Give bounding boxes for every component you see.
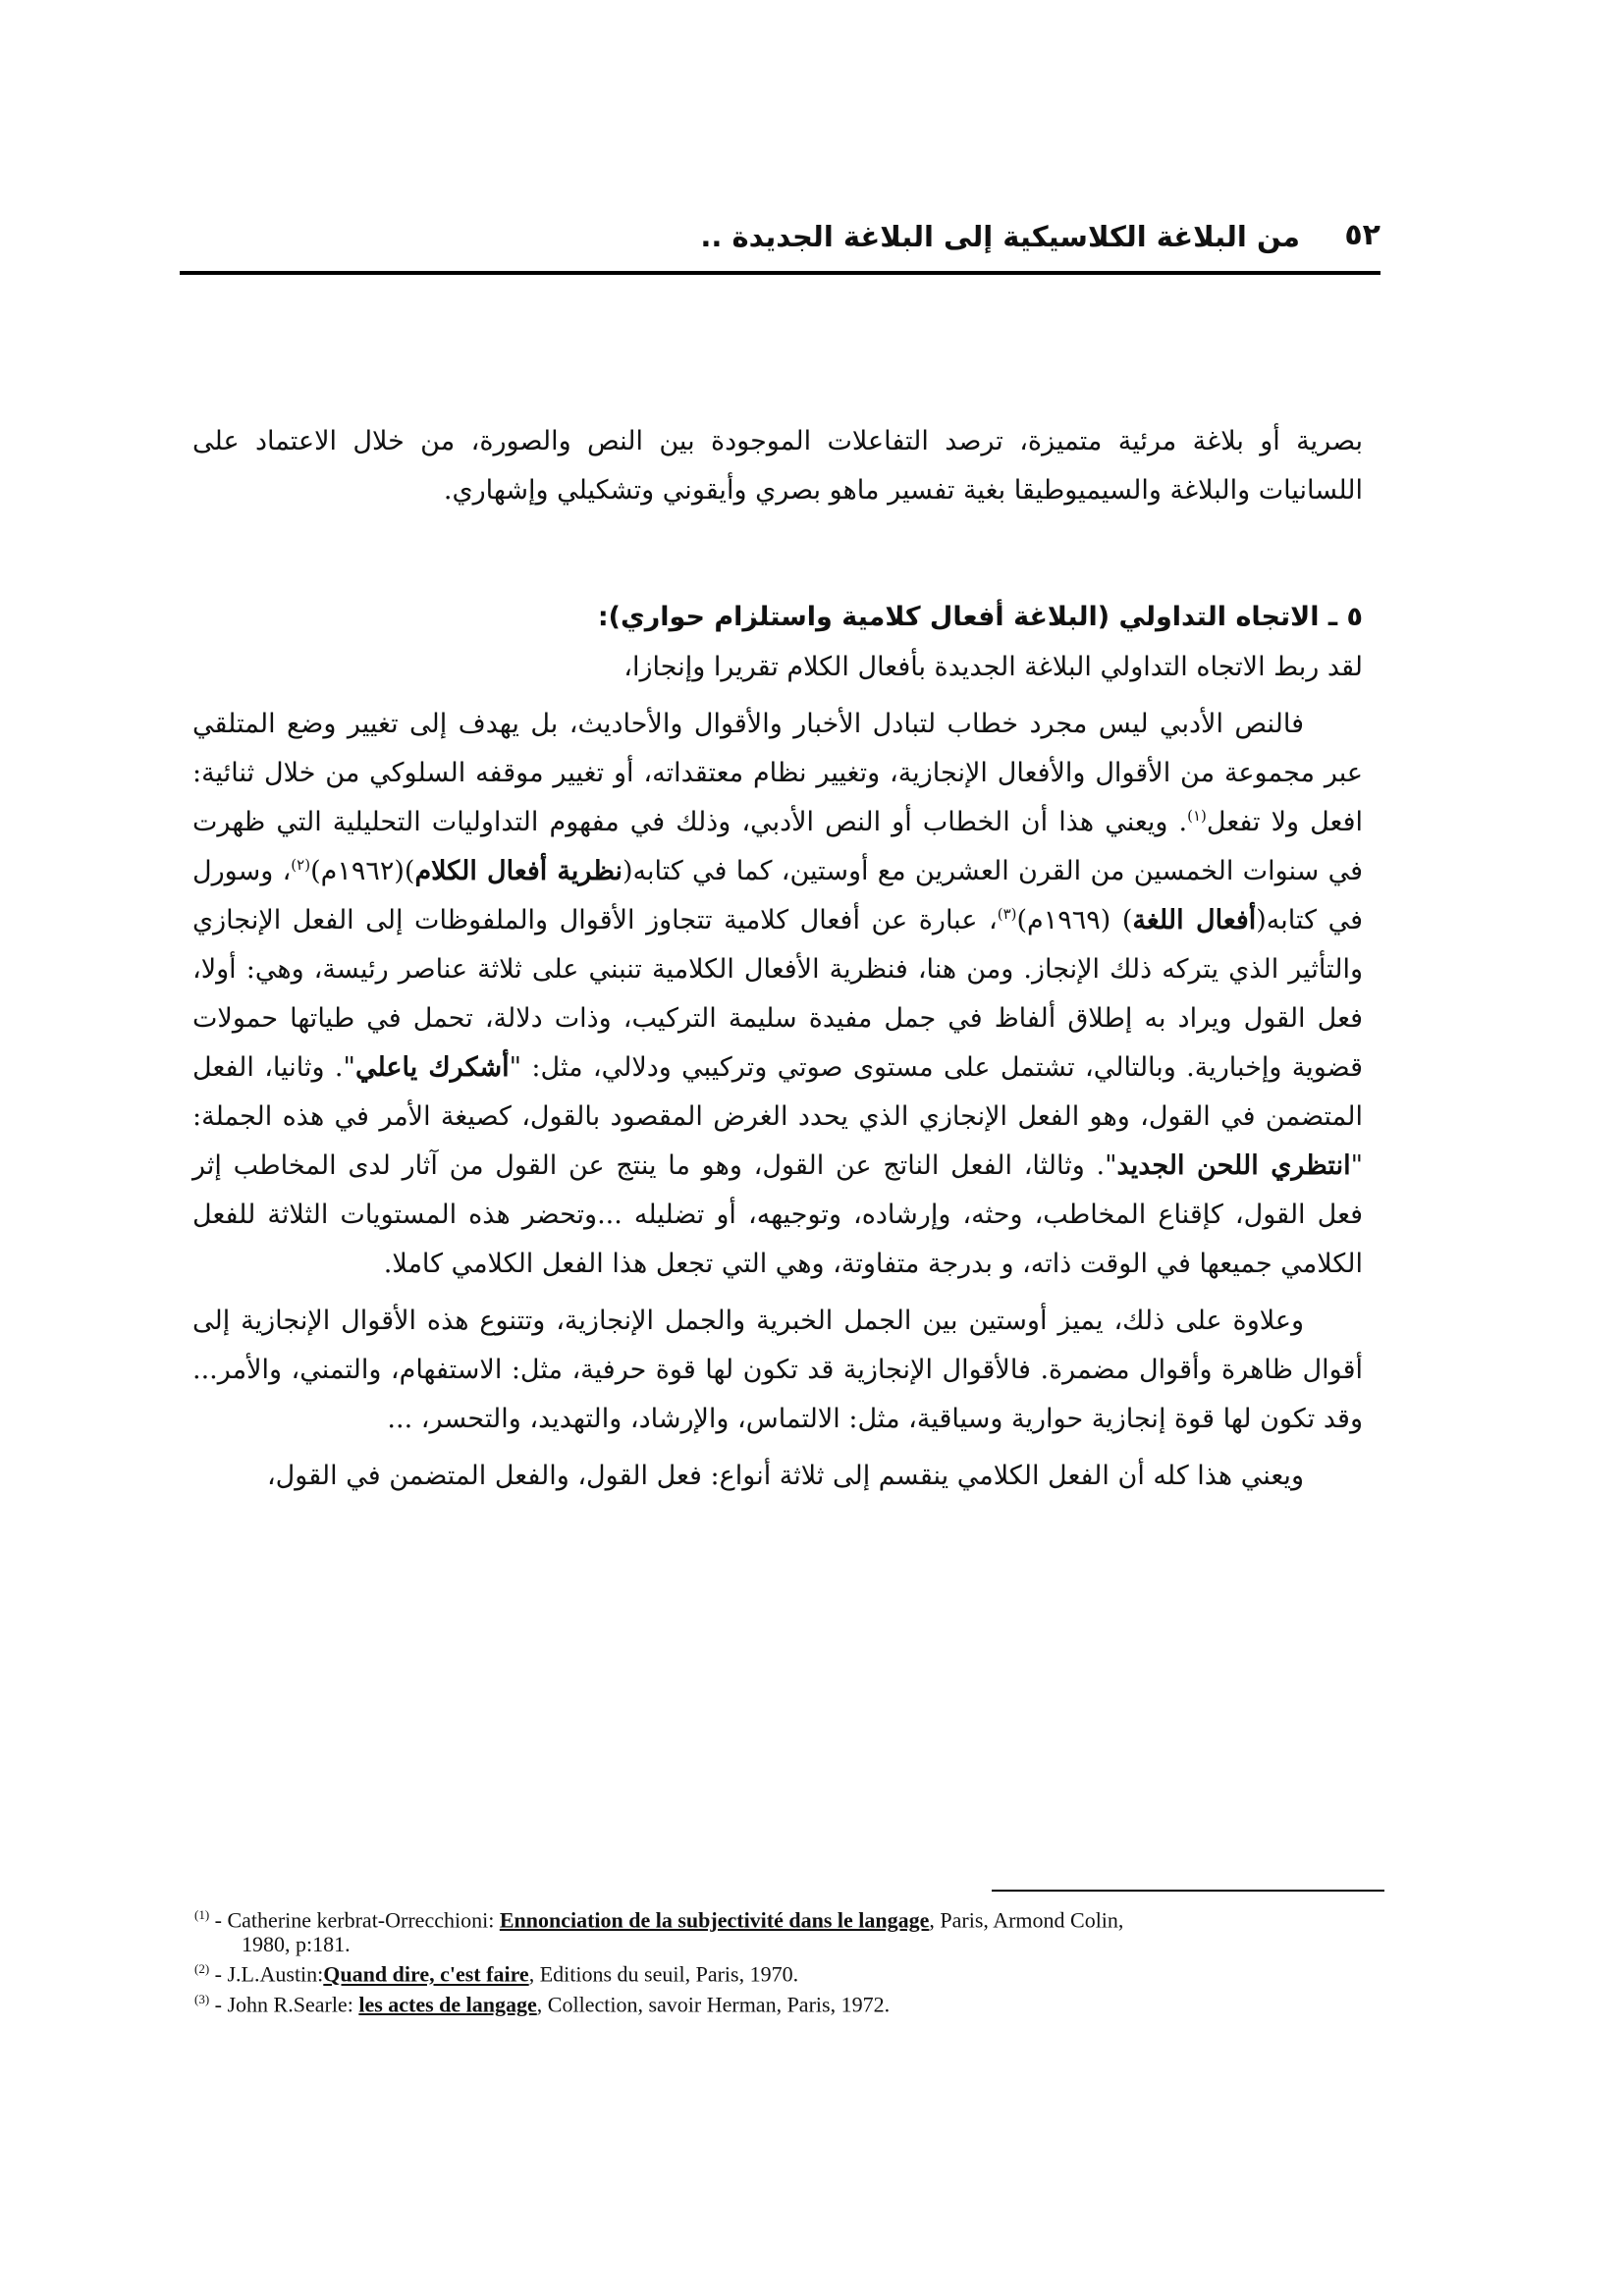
header-rule xyxy=(180,271,1380,275)
footnote-3 xyxy=(194,1987,1373,2016)
text-run: ، وسورل في كتابه( xyxy=(192,856,1363,935)
section-gap xyxy=(192,515,1363,592)
paragraph-1: لقد ربط الاتجاه التداولي البلاغة الجديدة بأفعال الكلام تقريرا وإنجازا، xyxy=(623,652,1363,682)
footnote-work-title: Quand dire, c'est faire xyxy=(323,1961,529,1987)
footnote-author: - Catherine kerbrat-Orrecchioni: xyxy=(209,1907,500,1933)
paragraph-4: ويعني هذا كله أن الفعل الكلامي ينقسم إلى ثلاثة أنواع: فعل القول، والفعل المتضمن في القول، xyxy=(266,1461,1304,1491)
footnote-author: - John R.Searle: xyxy=(209,1991,359,2016)
example-new-melody: انتظري اللحن الجديد xyxy=(1116,1150,1351,1181)
footnote-marker: (3) xyxy=(194,1991,210,2006)
text-run: . ويعني هذا أن الخطاب أو النص الأدبي، وذلك في مفهوم التداوليات التحليلية التي ظهرت في سنوات الخمسين من القرن العشرين مع أوستين، كما في كتابه( xyxy=(192,807,1364,886)
footnote-rule xyxy=(992,1890,1384,1892)
book-title-language-acts: أفعال اللغة xyxy=(1132,905,1257,935)
footnote-2 xyxy=(194,1956,1373,1986)
paragraph-gap xyxy=(192,692,1363,700)
paragraph-3: وعلاوة على ذلك، يميز أوستين بين الجمل الخبرية والجمل الإنجازية، وتتنوع هذه الأقوال الإنجازية إلى أقوال ظاهرة وأقوال مضمرة. فالأقوال الإنجازية قد تكون لها قوة حرفية، مثل: الاستفهام، والتمني، والأمر... وقد تكون لها قوة إنجازية حوارية وسياقية، مثل: الالتماس، والإرشاد، والتهديد، والتحسر، ... xyxy=(192,1306,1363,1434)
paragraph-gap xyxy=(192,1289,1363,1297)
footnote-publisher: , Editions du seuil, Paris, 1970. xyxy=(528,1961,799,1987)
footnote-ref-1: (١) xyxy=(1187,807,1207,825)
footnote-work-title: les actes de langage xyxy=(358,1991,537,2016)
running-title: من البلاغة الكلاسيكية إلى البلاغة الجديدة .. xyxy=(700,220,1300,253)
running-header xyxy=(180,218,1380,269)
footnote-work-title: Ennonciation de la subjectivité dans le langage xyxy=(499,1907,930,1933)
footnote-ref-2: (٢) xyxy=(291,856,311,874)
footnote-author: - J.L.Austin: xyxy=(209,1961,324,1987)
book-title-speech-acts: نظرية أفعال الكلام xyxy=(414,856,623,886)
section-heading: ٥ ـ الاتجاه التداولي (البلاغة أفعال كلامية واستلزام حواري): xyxy=(597,602,1363,632)
text-run: ". وثانيا، الفعل المتضمن في القول، وهو الفعل الإنجازي الذي يحدد الغرض المقصود بالقول، كصيغة الأمر في هذه الجملة: " xyxy=(192,1052,1364,1181)
footnotes xyxy=(194,1902,1373,2016)
footnote-1 xyxy=(194,1902,1373,1956)
paragraph-gap xyxy=(192,1444,1363,1452)
body-text xyxy=(192,417,1363,1501)
page-number: ٥٢ xyxy=(1344,218,1380,252)
paragraph-2 xyxy=(192,700,1363,1289)
footnote-ref-3: (٣) xyxy=(997,905,1017,923)
footnote-marker: (2) xyxy=(194,1961,210,1977)
footnote-publisher: , Paris, Armond Colin, xyxy=(929,1907,1124,1933)
text-run: ) (١٩٦٩م) xyxy=(1016,905,1133,935)
intro-paragraph: بصرية أو بلاغة مرئية متميزة، ترصد التفاعلات الموجودة بين النص والصورة، من خلال الاعتماد على اللسانيات والبلاغة والسيميوطيقا بغية تفسير ماهو بصري وأيقوني وتشكيلي وإشهاري. xyxy=(192,426,1363,506)
footnote-continuation: 1980, p:181. xyxy=(242,1932,351,1957)
footnote-publisher: , Collection, savoir Herman, Paris, 1972. xyxy=(536,1991,891,2016)
text-run: )(١٩٦٢م) xyxy=(310,856,415,886)
text-run: ". وثالثا، الفعل الناتج عن القول، وهو ما ينتج عن القول من آثار لدى المخاطب إثر فعل القول، كإقناع المخاطب، وحثه، وإرشاده، وتوجيهه، أو تضليله ...وتحضر هذه المستويات الثلاثة للفعل الكلامي جميعها في الوقت ذاته، و بدرجة متفاوتة، وهي التي تجعل هذا الفعل الكلامي كاملا. xyxy=(192,1150,1363,1279)
footnote-marker: (1) xyxy=(194,1907,210,1922)
example-thank-you: أشكرك ياعلي xyxy=(354,1052,510,1083)
text-run: ، عبارة عن أفعال كلامية تتجاوز الأقوال والملفوظات إلى الفعل الإنجازي والتأثير الذي يتركه ذلك الإنجاز. ومن هنا، فنظرية الأفعال الكلامية تنبني على ثلاثة عناصر رئيسة، وهي: أولا، فعل القول ويراد به إطلاق ألفاظ في جمل مفيدة سليمة التركيب، وذات دلالة، تحمل في طياتها حمولات قضوية وإخبارية. وبالتالي، تشتمل على مستوى صوتي وتركيبي ودلالي، مثل: " xyxy=(192,905,1363,1083)
text-run: فالنص الأدبي ليس مجرد خطاب لتبادل الأخبار والأقوال والأحاديث، بل يهدف إلى تغيير وضع المتلقي عبر مجموعة من الأقوال والأفعال الإنجازية، وتغيير نظام معتقداته، أو تغيير موقفه السلوكي من خلال ثنائية: افعل ولا تفعل xyxy=(192,709,1363,837)
